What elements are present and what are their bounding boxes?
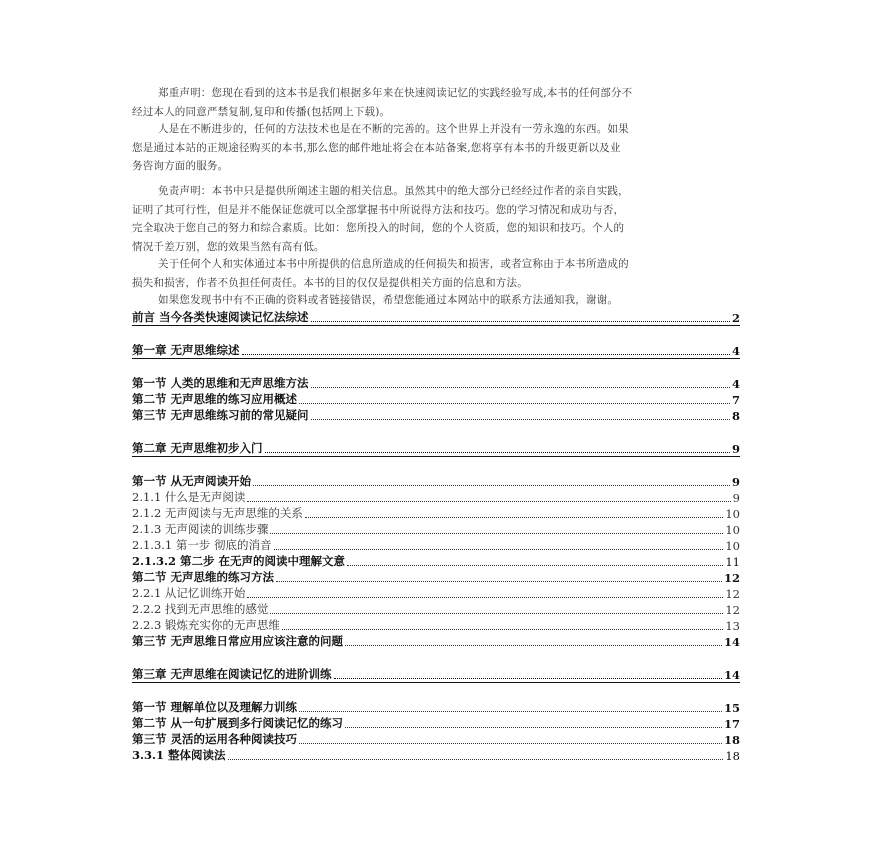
copyright-notice xyxy=(132,84,740,121)
text-line: 如果您发现书中有不正确的资料或者链接错误，希望您能通过本网站中的联系方法通知我，谢谢。 xyxy=(158,294,619,306)
toc-title: 第三节 灵活的运用各种阅读技巧 xyxy=(132,732,298,746)
text-line: 人是在不断进步的，任何的方法技术也是在不断的完善的。这个世界上并没有一劳永逸的东西。如果 xyxy=(158,123,629,135)
dot-leader xyxy=(311,383,730,388)
toc-page-number: 13 xyxy=(725,619,740,633)
toc-entry[interactable] xyxy=(132,342,740,359)
dot-leader xyxy=(305,513,723,518)
dot-leader xyxy=(270,609,723,614)
toc-entry[interactable] xyxy=(132,633,740,649)
dot-leader xyxy=(253,481,730,486)
toc-entry[interactable] xyxy=(132,666,740,683)
update-notice xyxy=(132,120,740,176)
toc-title: 2.1.3.1 第一步 彻底的消音 xyxy=(132,538,272,552)
toc-title: 第一节 从无声阅读开始 xyxy=(132,474,252,488)
text-line: 证明了其可行性，但是并不能保证您就可以全部掌握书中所说得方法和技巧。您的学习情况和成功与否， xyxy=(132,203,625,216)
toc-page-number: 10 xyxy=(725,507,740,521)
toc-page-number: 15 xyxy=(723,701,740,715)
toc-title: 2.2.2 找到无声思维的感觉 xyxy=(132,602,269,616)
dot-leader xyxy=(265,448,730,453)
toc-page-number: 7 xyxy=(731,393,740,407)
text-line: 情况千差万别，您的效果当然有高有低。 xyxy=(132,240,325,253)
toc-entry[interactable] xyxy=(132,489,740,505)
toc-entry[interactable] xyxy=(132,537,740,553)
toc-title: 第一章 无声思维综述 xyxy=(132,343,240,357)
dot-leader xyxy=(347,561,723,566)
toc-page-number: 2 xyxy=(731,311,740,325)
toc-page-number: 8 xyxy=(731,409,740,423)
toc-title: 2.1.1 什么是无声阅读 xyxy=(132,490,246,504)
toc-entry[interactable] xyxy=(132,407,740,423)
dot-leader xyxy=(311,317,730,322)
toc-page-number: 12 xyxy=(725,603,740,617)
toc-page-number: 10 xyxy=(725,539,740,553)
dot-leader xyxy=(299,399,730,404)
toc-title: 第二节 从一句扩展到多行阅读记忆的练习 xyxy=(132,716,344,730)
text-line: 经过本人的同意严禁复制,复印和传播(包括网上下载)。 xyxy=(132,105,391,118)
toc-page-number: 10 xyxy=(725,523,740,537)
dot-leader xyxy=(345,723,722,728)
toc-title: 第三章 无声思维在阅读记忆的进阶训练 xyxy=(132,667,332,681)
toc-entry[interactable] xyxy=(132,521,740,537)
toc-title: 2.1.3 无声阅读的训练步骤 xyxy=(132,522,269,536)
toc-entry[interactable] xyxy=(132,715,740,731)
liability-notice xyxy=(132,255,740,292)
dot-leader xyxy=(228,755,724,760)
dot-leader xyxy=(247,593,723,598)
toc-entry[interactable] xyxy=(132,601,740,617)
toc-page-number: 18 xyxy=(723,733,740,747)
text-line: 关于任何个人和实体通过本书中所提供的信息所造成的任何损失和损害，或者宣称由于本书所造成的 xyxy=(158,258,629,270)
toc-entry[interactable] xyxy=(132,375,740,391)
toc-page-number: 14 xyxy=(723,668,740,682)
toc-page-number: 12 xyxy=(723,571,740,585)
toc-page-number: 11 xyxy=(725,555,740,569)
toc-page-number: 4 xyxy=(731,344,740,358)
toc-entry[interactable] xyxy=(132,440,740,457)
dot-leader xyxy=(247,497,730,502)
dot-leader xyxy=(270,529,723,534)
dot-leader xyxy=(274,545,724,550)
toc-entry[interactable] xyxy=(132,553,740,569)
toc-page-number: 14 xyxy=(723,635,740,649)
toc-entry[interactable] xyxy=(132,473,740,489)
dot-leader xyxy=(242,350,730,355)
toc-entry[interactable] xyxy=(132,731,740,747)
toc-title: 第二章 无声思维初步入门 xyxy=(132,441,263,455)
dot-leader xyxy=(299,739,722,744)
toc-page-number: 12 xyxy=(725,587,740,601)
dot-leader xyxy=(299,707,722,712)
text-line: 郑重声明：您现在看到的这本书是我们根据多年来在快速阅读记忆的实践经验写成,本书的任何部分不 xyxy=(158,87,633,99)
contact-notice-text xyxy=(132,291,740,310)
text-line: 您是通过本站的正规途径购买的本书,那么您的邮件地址将会在本站备案,您将享有本书的升级更新以及业 xyxy=(132,141,621,154)
toc-title: 第二节 无声思维的练习应用概述 xyxy=(132,392,298,406)
toc-page-number: 18 xyxy=(725,749,740,763)
toc-page-number: 17 xyxy=(723,717,740,731)
toc-page-number: 4 xyxy=(731,377,740,391)
toc-title: 2.2.3 锻炼充实你的无声思维 xyxy=(132,618,280,632)
text-line: 完全取决于您自己的努力和综合素质。比如：您所投入的时间，您的个人资质，您的知识和技巧。个人的 xyxy=(132,222,625,234)
toc-page-number: 9 xyxy=(731,475,740,489)
disclaimer-notice xyxy=(132,182,740,256)
toc-entry[interactable] xyxy=(132,699,740,715)
toc-title: 第二节 无声思维的练习方法 xyxy=(132,570,275,584)
toc-title: 2.1.3.2 第二步 在无声的阅读中理解文意 xyxy=(132,554,346,568)
toc-title: 2.1.2 无声阅读与无声思维的关系 xyxy=(132,506,303,520)
toc-entry[interactable] xyxy=(132,505,740,521)
dot-leader xyxy=(334,674,722,679)
toc-title: 前言 当今各类快速阅读记忆法综述 xyxy=(132,310,309,324)
dot-leader xyxy=(276,577,722,582)
toc-entry[interactable] xyxy=(132,309,740,326)
toc-title: 第三节 无声思维练习前的常见疑问 xyxy=(132,408,309,422)
text-line: 损失和损害，作者不负担任何责任。本书的目的仅仅是提供相关方面的信息和方法。 xyxy=(132,276,528,289)
dot-leader xyxy=(345,641,722,646)
toc-title: 第三节 无声思维日常应用应该注意的问题 xyxy=(132,634,344,648)
toc-page-number: 9 xyxy=(732,491,740,505)
toc-entry[interactable] xyxy=(132,617,740,633)
toc-page-number: 9 xyxy=(731,442,740,456)
toc-title: 第一节 理解单位以及理解力训练 xyxy=(132,700,298,714)
toc-title: 3.3.1 整体阅读法 xyxy=(132,748,226,762)
toc-entry[interactable] xyxy=(132,569,740,585)
toc-title: 第一节 人类的思维和无声思维方法 xyxy=(132,376,309,390)
toc-entry[interactable] xyxy=(132,747,740,763)
toc-entry[interactable] xyxy=(132,391,740,407)
dot-leader xyxy=(311,415,730,420)
dot-leader xyxy=(282,625,723,630)
toc-entry[interactable] xyxy=(132,585,740,601)
toc-title: 2.2.1 从记忆训练开始 xyxy=(132,586,246,600)
text-line: 务咨询方面的服务。 xyxy=(132,160,229,172)
text-line: 免责声明：本书中只是提供所阐述主题的相关信息。虽然其中的绝大部分已经经过作者的亲自实践， xyxy=(158,185,629,197)
